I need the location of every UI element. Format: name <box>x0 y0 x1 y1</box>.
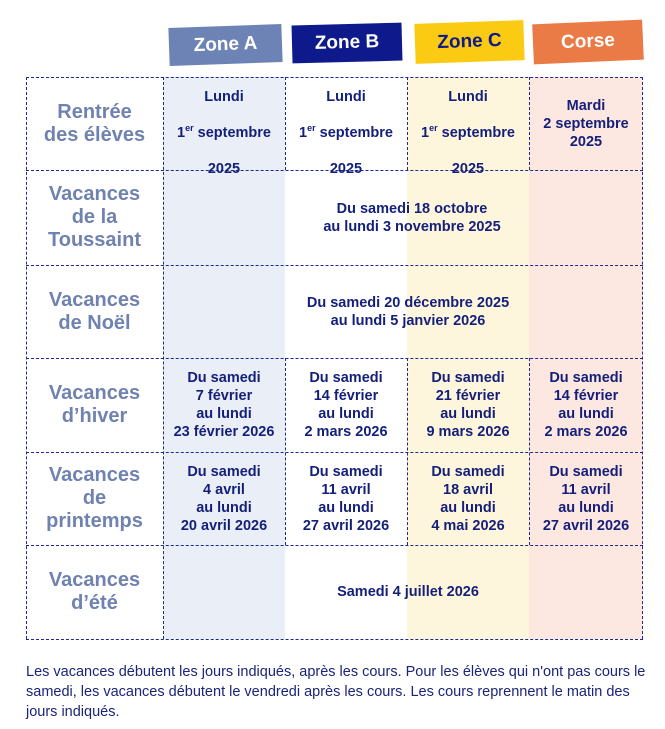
cell-rentree-corse: Mardi 2 septembre 2025 <box>543 97 629 150</box>
cell-hiver-zone-b: Du samedi 14 février au lundi 2 mars 2026 <box>304 370 388 440</box>
cell-date-sup: er <box>429 122 438 133</box>
cell-noel-all-zones: Du samedi 20 décembre 2025 au lundi 5 janvier 2026 <box>306 294 510 329</box>
row-label-noel: Vacances de Noël <box>48 288 141 334</box>
cell-rentree-zone-b <box>285 77 407 177</box>
footnote: Les vacances débutent les jours indiqués, après les cours. Pour les élèves qui n'ont pas cours le samedi, les vacances débutent le vendredi après les cours. Les cours reprennent le matin des jours indiqués. <box>26 664 646 720</box>
cell-year: 2025 <box>329 160 363 177</box>
row-label-printemps: Vacances de printemps <box>46 464 143 532</box>
cell-printemps-zone-c: Du samedi 18 avril au lundi 4 mai 2026 <box>431 463 505 534</box>
cell-printemps-zone-b: Du samedi 11 avril au lundi 27 avril 2026 <box>302 463 390 534</box>
cell-date-sup: er <box>307 122 316 133</box>
cell-hiver-zone-a: Du samedi 7 février au lundi 23 février 2026 <box>173 370 275 440</box>
row-label-hiver: Vacances d’hiver <box>48 382 141 427</box>
cell-hiver-corse: Du samedi 14 février au lundi 2 mars 2026 <box>544 370 628 440</box>
cell-hiver-zone-c: Du samedi 21 février au lundi 9 mars 2026 <box>426 370 510 440</box>
cell-date-num: 1 <box>299 124 308 141</box>
cell-year: 2025 <box>451 160 485 177</box>
corse-header: Corse <box>532 20 644 65</box>
cell-day: Lundi <box>448 88 488 105</box>
cell-year: 2025 <box>207 160 241 177</box>
cell-date-rest: septembre <box>315 124 393 141</box>
zone-c-header: Zone C <box>414 20 524 64</box>
row-label-ete: Vacances d’été <box>48 569 141 614</box>
zone-a-header: Zone A <box>168 24 282 66</box>
row-label-rentree: Rentrée des élèves <box>43 100 146 146</box>
grid-line <box>26 639 643 640</box>
cell-date-num: 1 <box>177 124 186 141</box>
cell-date-sup: er <box>185 122 194 133</box>
cell-rentree-zone-c <box>407 77 529 177</box>
cell-printemps-zone-a: Du samedi 4 avril au lundi 20 avril 2026 <box>180 463 268 534</box>
cell-rentree-zone-a <box>163 77 285 177</box>
cell-ete-all-zones: Samedi 4 juillet 2026 <box>337 584 479 600</box>
cell-date-num: 1 <box>421 124 430 141</box>
cell-date-rest: septembre <box>193 124 271 141</box>
cell-day: Lundi <box>326 88 366 105</box>
cell-printemps-corse: Du samedi 11 avril au lundi 27 avril 2026 <box>542 463 630 534</box>
cell-toussaint-all-zones: Du samedi 18 octobre au lundi 3 novembre 2025 <box>323 200 501 235</box>
row-label-toussaint: Vacances de la Toussaint <box>48 183 141 251</box>
cell-date-rest: septembre <box>437 124 515 141</box>
cell-day: Lundi <box>204 88 244 105</box>
zone-b-header: Zone B <box>292 23 403 64</box>
